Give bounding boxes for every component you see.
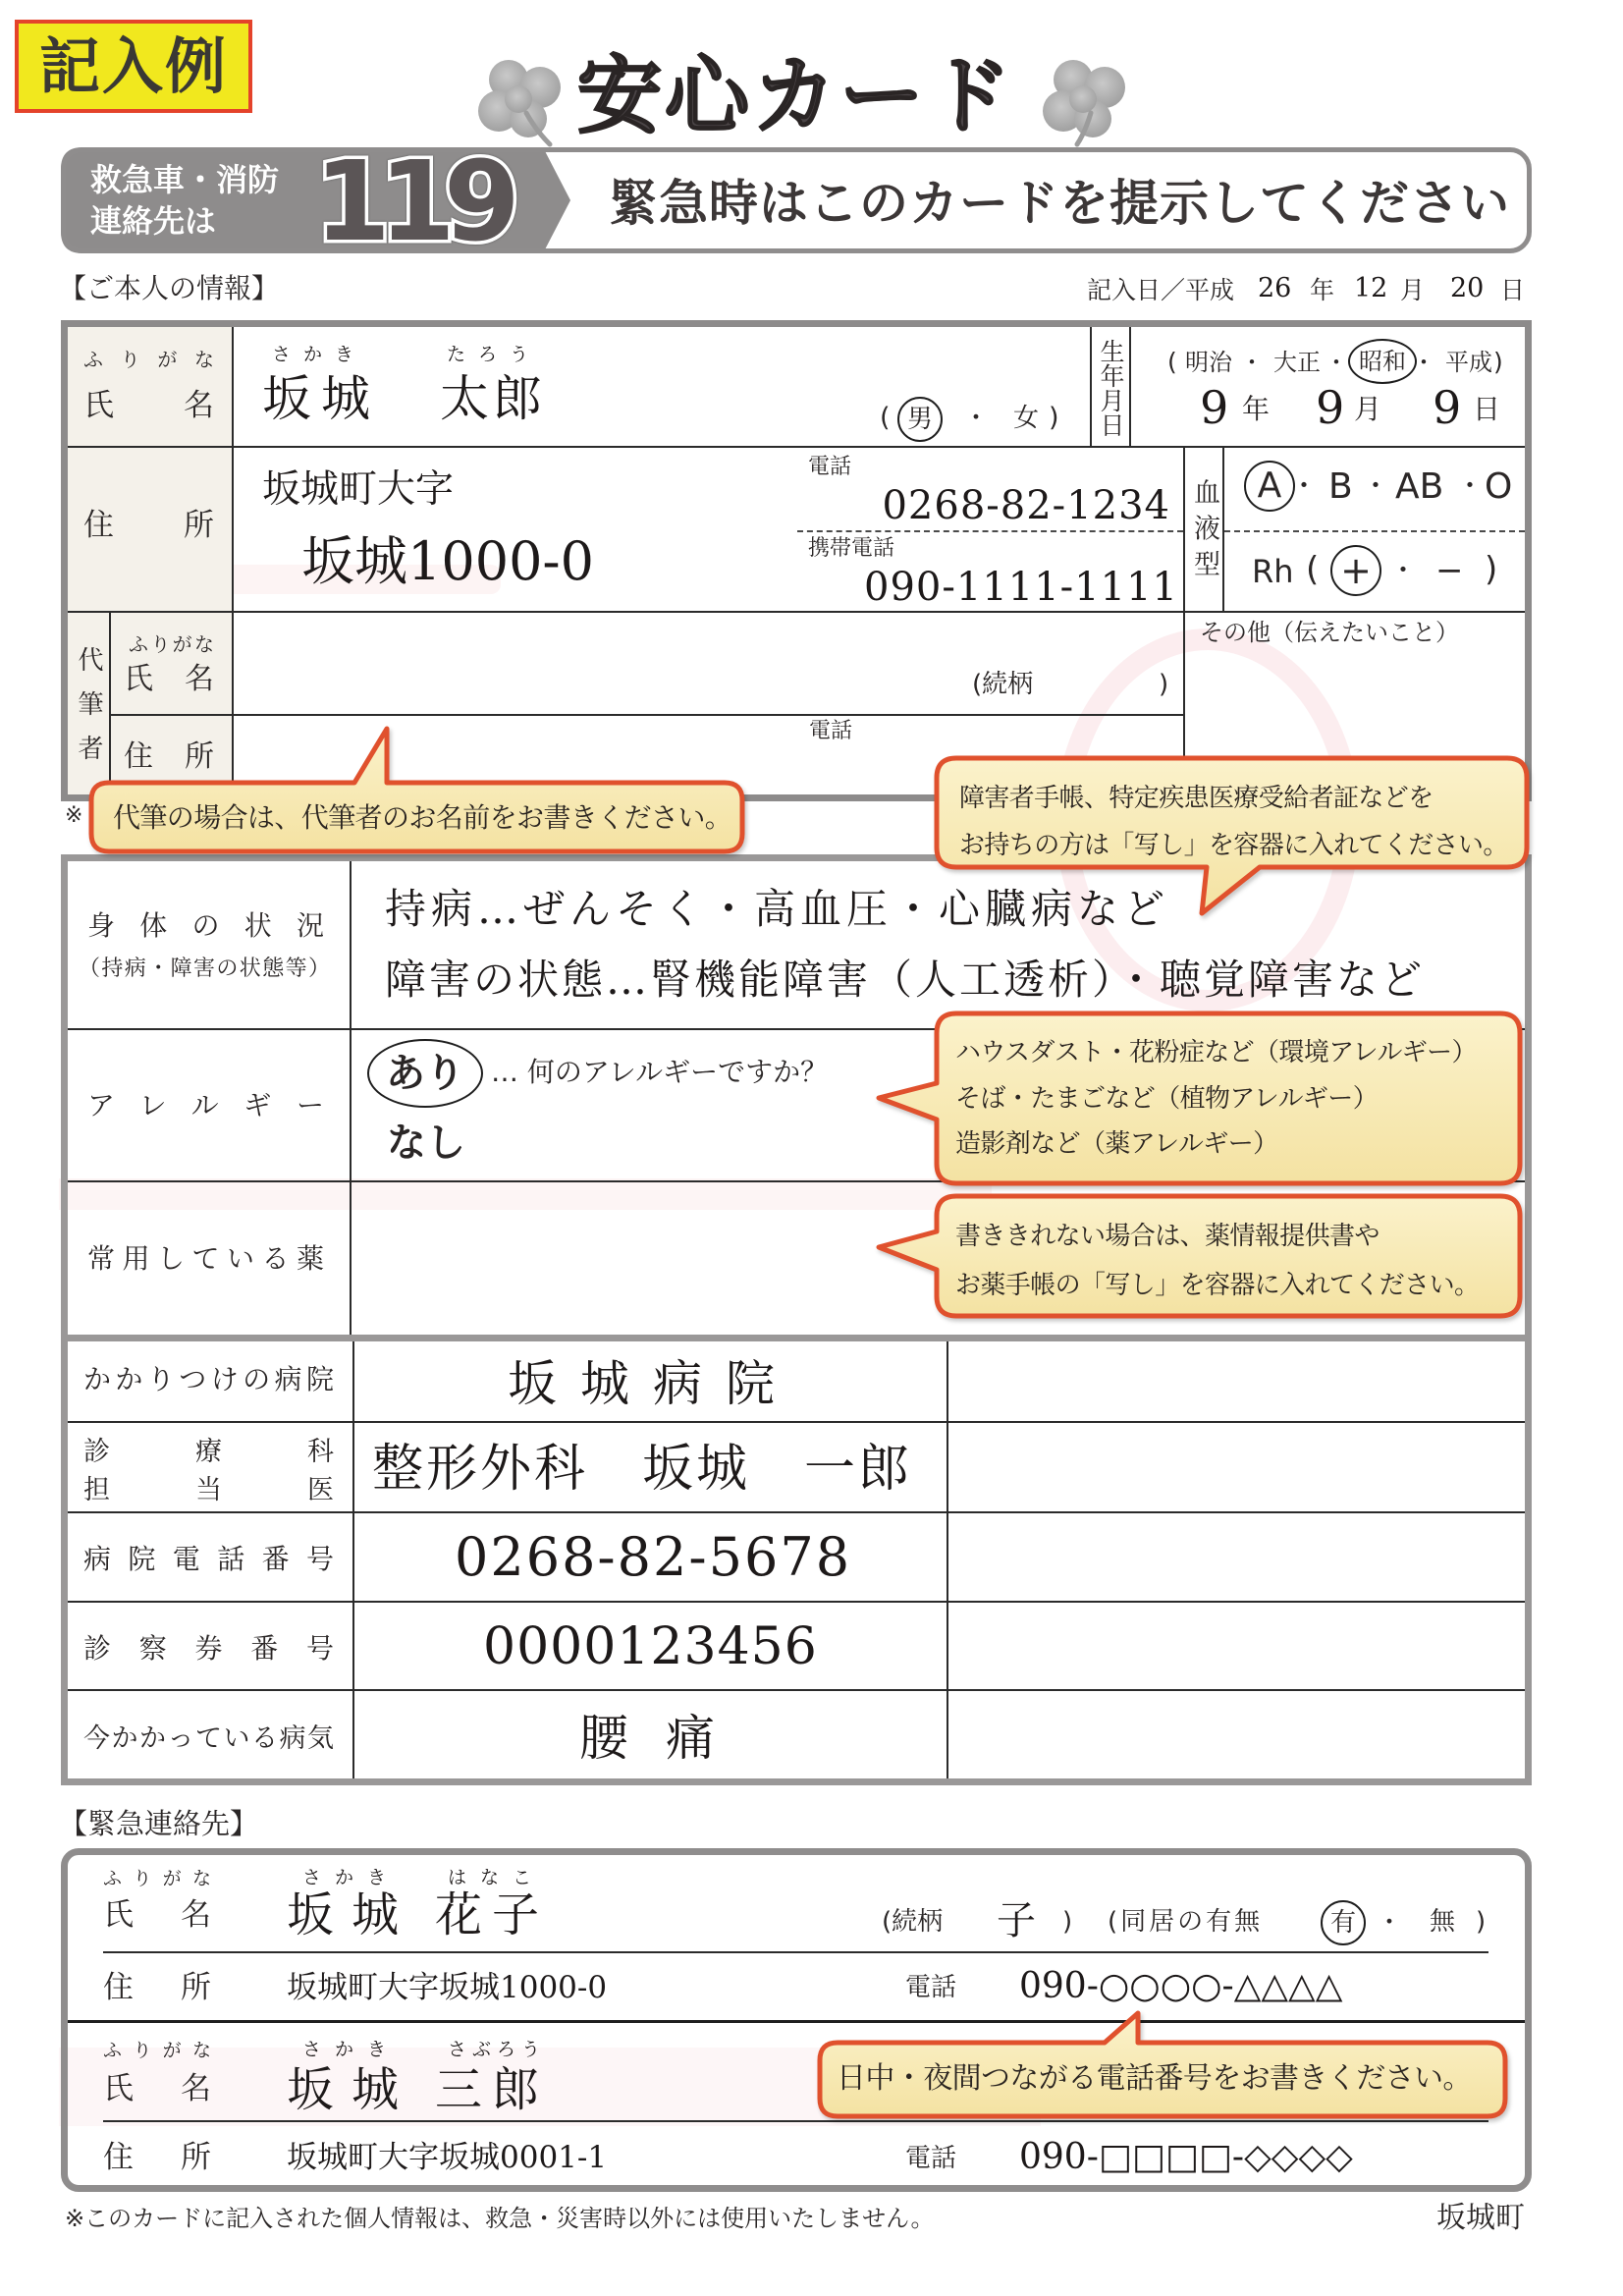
blood-separator: ・ <box>1456 469 1485 502</box>
entry-date-year-unit: 年 <box>1310 276 1335 304</box>
mobile-label: 携帯電話 <box>808 536 895 561</box>
other-label: その他（伝えたいこと） <box>1200 619 1459 646</box>
entry-date-month: 12 <box>1354 273 1388 303</box>
era-separator: ・ <box>1325 349 1348 376</box>
contact2-given: 三郎 <box>435 2062 550 2117</box>
contact2-address: 坂城町大字坂城0001-1 <box>287 2140 608 2175</box>
department-doctor-value: 整形外科 坂城 一郎 <box>372 1440 913 1499</box>
phone-value: 0268-82-1234 <box>882 483 1170 528</box>
proxy-relation-close: ) <box>1159 670 1169 699</box>
cohabit-selected-circle <box>1321 1900 1366 1945</box>
cohabit-separator: ・ <box>1377 1908 1403 1938</box>
contact2-furigana-label: ふりがな <box>103 2040 211 2061</box>
callout-text: 書ききれない場合は、薬情報提供書や <box>955 1222 1380 1251</box>
divider <box>103 1951 1488 1953</box>
divider <box>350 861 352 1336</box>
contact2-family: 坂城 <box>287 2062 417 2117</box>
proxy-phone-label: 電話 <box>809 719 853 743</box>
callout-certificates <box>937 758 1527 867</box>
gender-close: ) <box>1049 403 1059 433</box>
hospital-phone-label: 病院電話番号 <box>83 1543 334 1575</box>
blood-type-b: B <box>1328 466 1353 507</box>
sample-badge-label: 記入例 <box>38 29 228 102</box>
blood-type-o: O <box>1485 466 1513 507</box>
address-line1: 坂城町大字 <box>262 467 455 512</box>
divider <box>68 2020 1525 2023</box>
contact1-relation-close: ) <box>1062 1907 1073 1937</box>
current-illness-label: 今かかっている病気 <box>83 1723 334 1754</box>
medicine-field <box>373 1198 903 1316</box>
contact1-relation-label: (続柄 <box>882 1907 944 1937</box>
blood-type-ab: AB <box>1395 466 1444 507</box>
contact1-furigana-label: ふりがな <box>103 1868 211 1889</box>
rh-close: ) <box>1485 550 1498 589</box>
era-close: ) <box>1493 348 1503 376</box>
privacy-note: ※このカードに記入された個人情報は、救急・災害時以外には使用いたしません。 <box>65 2205 935 2232</box>
callout-text: 造影剤など（薬アレルギー） <box>955 1129 1278 1159</box>
birth-year-unit: 年 <box>1242 393 1271 425</box>
contact1-cohabit-label: (同居の有無 <box>1108 1907 1264 1937</box>
allergy-option-no: なし <box>387 1121 465 1166</box>
callout-text: ハウスダスト・花粉症など（環境アレルギー） <box>955 1038 1477 1067</box>
divider <box>68 1689 1525 1691</box>
patient-card-value: 0000123456 <box>483 1617 818 1676</box>
current-illness-value: 腰痛 <box>579 1710 752 1767</box>
divider <box>68 1511 1525 1513</box>
phone-label: 電話 <box>808 455 852 479</box>
allergy-option-yes: あり <box>386 1051 464 1096</box>
contact2-name-label: 氏名 <box>103 2071 211 2106</box>
section-title: 【ご本人の情報】 <box>59 272 280 304</box>
divider <box>1129 327 1131 447</box>
section-title: 【緊急連絡先】 <box>59 1807 259 1840</box>
birth-day-unit: 日 <box>1473 393 1501 425</box>
divider <box>1090 327 1092 447</box>
contact1-address-label: 住所 <box>103 1970 211 2005</box>
name-furigana-given: たろう <box>447 344 542 365</box>
era-heisei: 平成 <box>1445 349 1492 376</box>
emergency-number: 119 <box>314 138 509 266</box>
condition-line-chronic: 持病…ぜんそく・高血圧・心臓病など <box>385 885 1170 933</box>
contact1-phone-label: 電話 <box>905 1973 957 2002</box>
hospital-phone-value: 0268-82-5678 <box>455 1526 852 1588</box>
era-separator: ・ <box>1412 349 1435 376</box>
callout-text: お薬手帳の「写し」を容器に入れてください。 <box>955 1271 1480 1300</box>
proxy-name-field <box>255 648 943 707</box>
blood-selected-circle <box>1244 461 1295 512</box>
divider <box>352 1341 354 1778</box>
entry-date-day: 20 <box>1450 273 1485 303</box>
divider <box>109 714 1184 716</box>
gender-selected-circle <box>897 397 943 442</box>
medicine-label: 常用している薬 <box>87 1242 324 1275</box>
name-given: 太郎 <box>440 370 546 427</box>
callout-text: 代筆の場合は、代筆者のお名前をお書きください。 <box>113 801 732 834</box>
condition-label: 身体の状況 <box>87 909 324 942</box>
address-label: 住所 <box>83 508 214 543</box>
gender-open: ( <box>880 403 891 433</box>
gender-option-female: 女 <box>1013 404 1040 433</box>
blood-separator: ・ <box>1290 469 1319 502</box>
contact2-furigana-family: さかき <box>302 2039 401 2060</box>
callout-text: そば・たまごなど（植物アレルギー） <box>955 1084 1379 1114</box>
allergy-label: アレルギー <box>87 1089 324 1121</box>
divider <box>68 1421 1525 1423</box>
department-label: 診療科 <box>83 1437 334 1467</box>
proxy-label: 代筆者 <box>74 646 103 760</box>
emergency-label-line2: 連絡先は <box>90 202 217 240</box>
callout-text: お持ちの方は「写し」を容器に入れてください。 <box>959 831 1508 860</box>
callout-text: 日中・夜間つながる電話番号をお書きください。 <box>837 2061 1472 2096</box>
blood-separator: ・ <box>1362 469 1390 502</box>
proxy-furigana-label: ふりがな <box>129 632 214 656</box>
cohabit-option-no: 無 <box>1430 1907 1456 1937</box>
era-meiji: 明治 <box>1185 349 1232 376</box>
rh-open: ( <box>1306 550 1320 589</box>
divider <box>947 1341 948 1778</box>
proxy-address-label: 住所 <box>124 739 214 774</box>
contact1-name-label: 氏名 <box>103 1897 211 1933</box>
contact2-furigana-given: さぶろう <box>448 2039 547 2060</box>
birth-month-unit: 月 <box>1354 393 1382 425</box>
allergy-selected-circle <box>367 1039 483 1108</box>
contact1-relation-value: 子 <box>997 1898 1036 1943</box>
contact1-address: 坂城町大字坂城1000-0 <box>287 1970 608 2005</box>
divider <box>68 446 1525 448</box>
patient-card-label: 診察券番号 <box>83 1632 334 1665</box>
contact1-phone: 090-○○○○-△△△△ <box>1019 1966 1343 2006</box>
proxy-relation-label: (続柄 <box>972 670 1034 699</box>
birth-label: 生年月日 <box>1097 339 1125 437</box>
emergency-banner <box>61 138 1532 266</box>
era-showa: 昭和 <box>1359 348 1406 375</box>
rh-positive: + <box>1340 549 1372 592</box>
contact2-phone-label: 電話 <box>905 2144 957 2173</box>
entry-date-label: 記入日／平成 <box>1087 276 1235 304</box>
contact1-given: 花子 <box>435 1887 550 1942</box>
blood-type-a: A <box>1257 465 1282 506</box>
callout-medicine <box>937 1196 1520 1316</box>
banner-instruction: 緊急時はこのカードを提示してください <box>609 175 1510 232</box>
gender-separator: ・ <box>963 404 990 433</box>
rh-negative: − <box>1435 551 1464 590</box>
dashed-divider <box>797 530 1183 532</box>
rh-label: Rh <box>1252 553 1294 590</box>
entry-date-day-unit: 日 <box>1500 276 1526 304</box>
furigana-label: ふりがな <box>83 348 214 371</box>
name-furigana-family: さかき <box>272 344 367 365</box>
divider <box>232 327 234 794</box>
contact2-address-label: 住所 <box>103 2140 211 2175</box>
divider <box>109 612 111 794</box>
cohabit-option-yes: 有 <box>1329 1908 1356 1938</box>
contact1-furigana-family: さかき <box>302 1867 401 1888</box>
divider <box>1222 447 1224 612</box>
contact1-family: 坂城 <box>287 1887 417 1942</box>
divider <box>68 611 1525 613</box>
note-prefix: ※ <box>65 803 83 828</box>
rh-selected-circle <box>1330 545 1381 596</box>
era-open: ( <box>1167 348 1177 376</box>
contact2-phone: 090-□□□□-◇◇◇◇ <box>1019 2137 1353 2177</box>
divider <box>1183 447 1185 612</box>
name-family: 坂城 <box>262 370 380 427</box>
callout-allergy <box>937 1013 1520 1183</box>
issuer: 坂城町 <box>1436 2201 1525 2235</box>
proxy-name-label: 氏名 <box>124 662 214 696</box>
name-label: 氏名 <box>83 388 214 423</box>
callout-phone <box>820 2043 1505 2116</box>
era-selected-circle <box>1348 339 1417 384</box>
divider <box>68 1601 1525 1603</box>
gender-option-male: 男 <box>906 405 933 434</box>
blood-type-label: 血液型 <box>1189 478 1219 576</box>
address-line2: 坂城1000-0 <box>301 530 595 592</box>
era-taisho: 大正 <box>1273 349 1321 376</box>
allergy-question: … 何のアレルギーですか？ <box>491 1056 829 1088</box>
emergency-label-line1: 救急車・消防 <box>90 161 280 198</box>
birth-day: 9 <box>1433 381 1462 434</box>
doctor-label: 担当医 <box>83 1475 334 1505</box>
entry-date-month-unit: 月 <box>1400 276 1426 304</box>
hospital-name-label: かかりつけの病院 <box>83 1363 334 1395</box>
callout-text: 障害者手帳、特定疾患医療受給者証などを <box>959 784 1434 813</box>
clover-icon <box>1034 54 1142 147</box>
contact1-furigana-given: はなこ <box>448 1867 546 1888</box>
cohabit-close: ) <box>1476 1907 1487 1937</box>
clover-icon <box>469 54 577 147</box>
dashed-divider <box>1224 530 1525 532</box>
mobile-value: 090-1111-1111 <box>864 565 1178 610</box>
sample-badge <box>15 20 252 113</box>
era-separator: ・ <box>1240 349 1264 376</box>
condition-sublabel: （持病・障害の状態等） <box>79 957 330 981</box>
callout-proxy <box>91 783 742 851</box>
birth-year: 9 <box>1200 381 1229 434</box>
condition-line-disability: 障害の状態…腎機能障害（人工透析）・聴覚障害など <box>385 956 1426 1004</box>
entry-date-year: 26 <box>1258 273 1292 303</box>
birth-month: 9 <box>1316 381 1345 434</box>
divider <box>103 2120 1488 2122</box>
page-title: 安心カード <box>577 47 1014 145</box>
hospital-name-value: 坂城病院 <box>508 1355 798 1412</box>
rh-separator: ・ <box>1389 554 1418 586</box>
